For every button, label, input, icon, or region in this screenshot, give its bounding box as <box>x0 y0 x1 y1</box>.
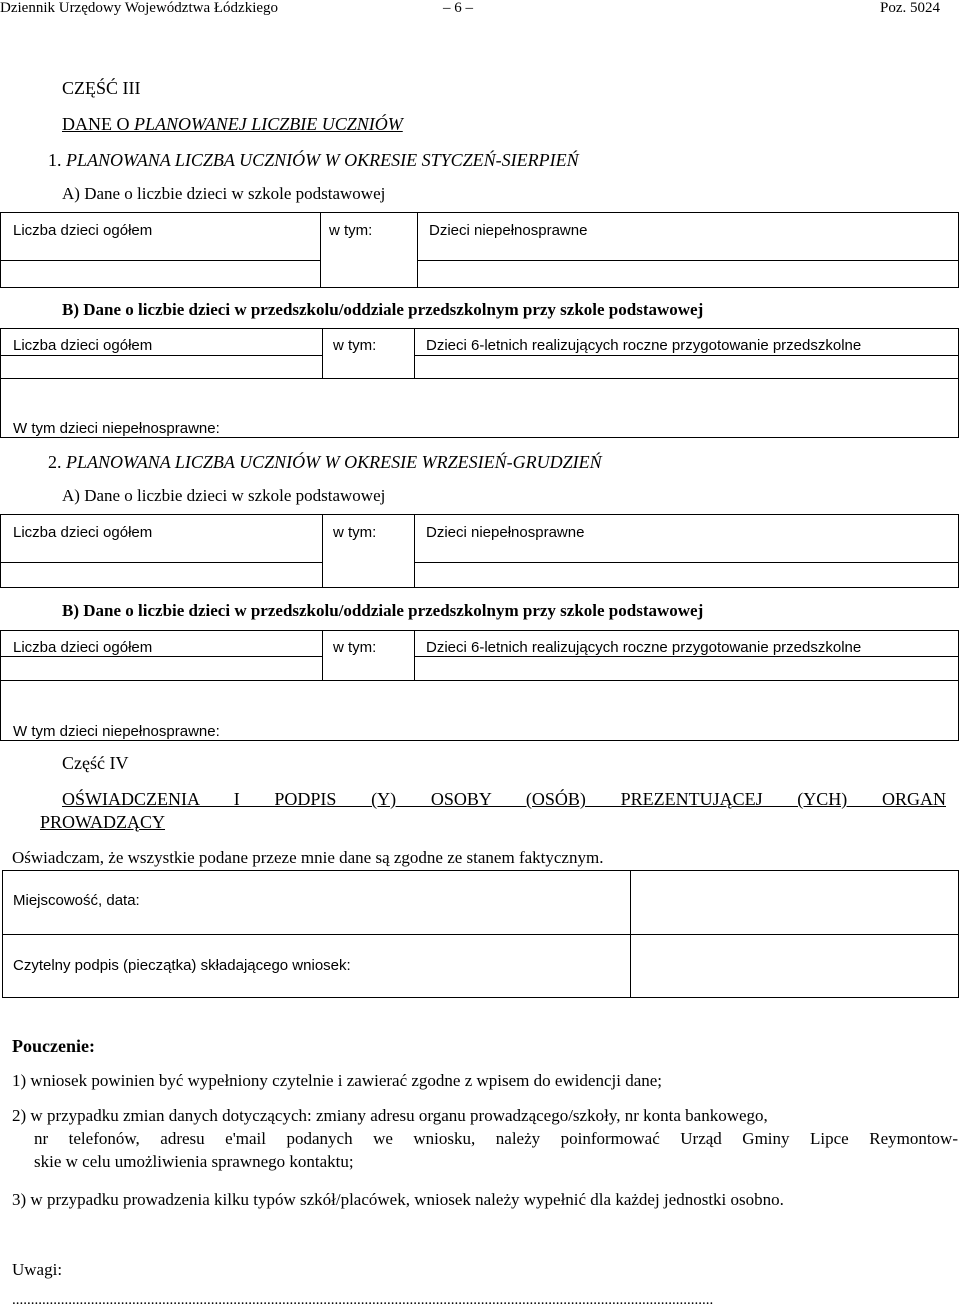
total-children-field-2a[interactable] <box>1 563 321 587</box>
total-children-field-2b[interactable] <box>1 657 321 679</box>
signature-label: Czytelny podpis (pieczątka) składającego wniosek: <box>13 957 351 974</box>
part4-title: Część IV <box>62 753 129 773</box>
table-1b-col-six-year-olds: Dzieci 6-letnich realizujących roczne przygotowanie przedszkolne <box>426 337 862 354</box>
disabled-children-field-2a[interactable] <box>416 563 957 587</box>
table-2b-col-total: Liczba dzieci ogółem <box>13 639 153 656</box>
signature-field[interactable] <box>632 935 957 997</box>
section2-title: PLANOWANA LICZBA UCZNIÓW W OKRESIE WRZESIEŃ-GRUDZIEŃ <box>66 452 602 472</box>
table-2a-col-including: w tym: <box>333 524 377 541</box>
total-children-field-1b[interactable] <box>1 356 321 377</box>
six-year-olds-field-1b[interactable] <box>416 356 957 377</box>
section1-b-heading <box>62 300 703 320</box>
table-2a-col-disabled: Dzieci niepełnosprawne <box>426 524 585 541</box>
disabled-children-field-1b[interactable] <box>240 416 957 436</box>
page-number: – 6 – <box>443 0 473 16</box>
part3-title: CZĘŚĆ III <box>62 78 141 98</box>
table-1b-col-including: w tym: <box>333 337 377 354</box>
declaration-title-line2: PROWADZĄCY <box>40 812 166 832</box>
section2-number: 2. <box>48 452 66 472</box>
instruction-item-3: 3) w przypadku prowadzenia kilku typów szkół/placówek, wniosek należy wypełnić dla każdej jednostki osobno. <box>12 1190 784 1209</box>
table-1b-col-total: Liczba dzieci ogółem <box>13 337 153 354</box>
instruction-item-2-line1: 2) w przypadku zmian danych dotyczących: zmiany adresu organu prowadzącego/szkoły, nr konta bankowego, <box>12 1106 768 1125</box>
table-2b-col-including: w tym: <box>333 639 377 656</box>
journal-name: Dziennik Urzędowy Województwa Łódzkiego <box>0 0 279 16</box>
declaration-title-line1: OŚWIADCZENIA I PODPIS (Y) OSOBY (OSÓB) PREZENTUJĄCEJ (YCH) ORGAN <box>62 789 946 809</box>
table-2a-col-total: Liczba dzieci ogółem <box>13 524 153 541</box>
part3-subtitle-italic: PLANOWANEJ LICZBIE UCZNIÓW <box>134 114 403 134</box>
section1-heading <box>48 150 579 171</box>
part3-subtitle <box>62 114 403 135</box>
table-2b-disabled-label: W tym dzieci niepełnosprawne: <box>13 723 220 740</box>
section2-b-heading <box>62 601 703 621</box>
place-date-label: Miejscowość, data: <box>13 892 140 909</box>
section1-b-text: B) Dane o liczbie dzieci w przedszkolu/oddziale przedszkolnym przy szkole podstawowej <box>62 300 704 319</box>
remarks-field[interactable]: ........................................................................................................................................................................................... <box>12 1292 714 1308</box>
section1-title: PLANOWANA LICZBA UCZNIÓW W OKRESIE STYCZEŃ-SIERPIEŃ <box>66 150 579 170</box>
section2-a-heading: A) Dane o liczbie dzieci w szkole podstawowej <box>62 486 386 505</box>
remarks-label: Uwagi: <box>12 1260 63 1279</box>
instruction-item-2 <box>12 1104 958 1173</box>
table-1a-col-total: Liczba dzieci ogółem <box>13 222 153 239</box>
section1-number: 1. <box>48 150 66 170</box>
table-1a-col-disabled: Dzieci niepełnosprawne <box>429 222 588 239</box>
place-date-field[interactable] <box>632 871 957 933</box>
instruction-item-1: 1) wniosek powinien być wypełniony czytelnie i zawierać zgodne z wpisem do ewidencji dane; <box>12 1071 663 1090</box>
table-2b-col-six-year-olds: Dzieci 6-letnich realizujących roczne przygotowanie przedszkolne <box>426 639 862 656</box>
disabled-children-field-2b[interactable] <box>240 718 957 738</box>
instruction-item-2-line3: skie w celu umożliwienia sprawnego kontaktu; <box>34 1152 354 1171</box>
section2-heading <box>48 452 602 473</box>
section1-a-heading: A) Dane o liczbie dzieci w szkole podstawowej <box>62 184 386 203</box>
disabled-children-field-1a[interactable] <box>419 261 957 287</box>
instruction-item-2-line2: nr telefonów, adresu e'mail podanych we wniosku, należy poinformować Urząd Gminy Lipce Reymontow- <box>34 1129 958 1148</box>
table-1b-disabled-label: W tym dzieci niepełnosprawne: <box>13 420 220 437</box>
part3-subtitle-plain: DANE O <box>62 114 134 134</box>
instructions-heading: Pouczenie: <box>12 1036 95 1056</box>
six-year-olds-field-2b[interactable] <box>416 657 957 679</box>
position-number: Poz. 5024 <box>880 0 940 16</box>
section2-b-text: B) Dane o liczbie dzieci w przedszkolu/oddziale przedszkolnym przy szkole podstawowej <box>62 601 704 620</box>
declaration-statement: Oświadczam, że wszystkie podane przeze mnie dane są zgodne ze stanem faktycznym. <box>12 848 604 867</box>
table-1a-col-including: w tym: <box>329 222 373 239</box>
total-children-field-1a[interactable] <box>1 261 319 287</box>
